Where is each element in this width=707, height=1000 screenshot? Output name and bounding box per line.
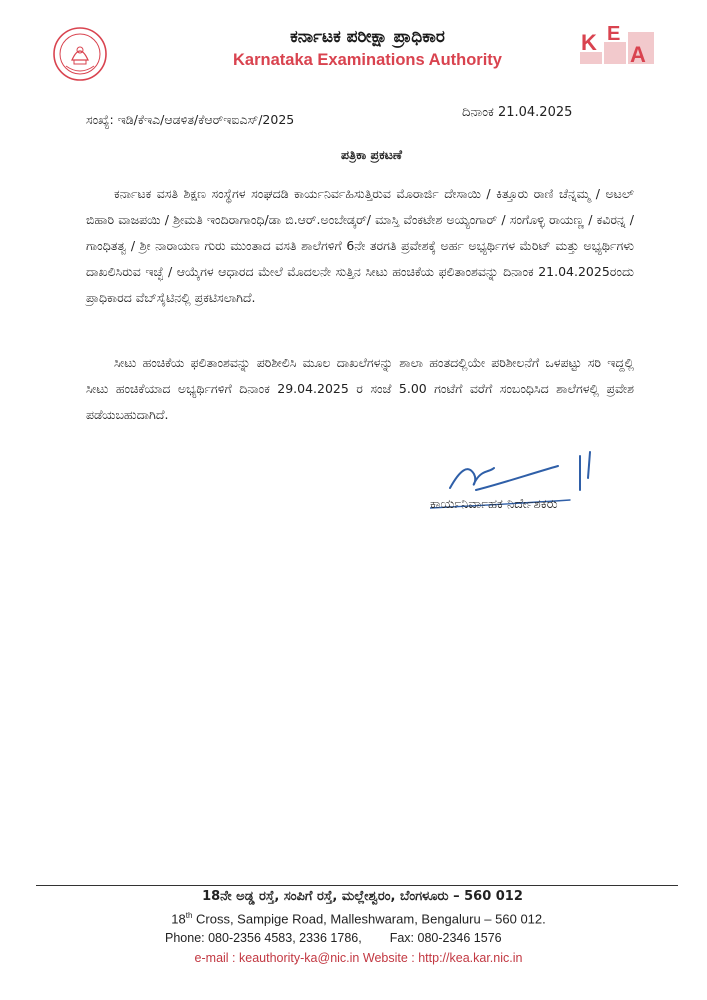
notice-paragraph-1: ಕರ್ನಾಟಕ ವಸತಿ ಶಿಕ್ಷಣ ಸಂಸ್ಥೆಗಳ ಸಂಘದಡಿ ಕಾರ್ಯನಿರ್ವಹಿಸುತ್ತಿರುವ ಮೊರಾರ್ಜಿ ದೇಸಾಯಿ / ಕಿತ್ತೂರು ರಾಣಿ ಚೆನ್ನಮ್ಮ / ಅಟಲ್ ಬಿಹಾರಿ ವಾಜಪಯಿ / ಶ್ರೀಮತಿ ಇಂದಿರಾಗಾಂಧಿ/ಡಾ ಬಿ.ಆರ್.ಅಂಬೇಡ್ಕರ್/ ಮಾಸ್ತಿ ವೆಂಕಟೇಶ ಅಯ್ಯಂಗಾರ್ / ಸಂಗೊಳ್ಳಿ ರಾಯಣ್ಣ / ಕವಿರನ್ನ / ಗಾಂಧಿತತ್ವ / ಶ್ರೀ ನಾರಾಯಣ ಗುರು ಮುಂತಾದ ವಸತಿ ಶಾಲೆಗಳಿಗೆ 6ನೇ ತರಗತಿ ಪ್ರವೇಶಕ್ಕೆ ಅರ್ಹ ಅಭ್ಯರ್ಥಿಗಳ ಮೆರಿಟ್ ಮತ್ತು ಅಭ್ಯರ್ಥಿಗಳು ದಾಖಲಿಸಿರುವ ಇಚ್ಛೆ / ಆಯ್ಕೆಗಳ ಆಧಾರದ ಮೇಲೆ ಮೊದಲನೇ ಸುತ್ತಿನ ಸೀಟು ಹಂಚಿಕೆಯ ಫಲಿತಾಂಶವನ್ನು ದಿನಾಂಕ 21.04.2025ರಂದು ಪ್ರಾಧಿಕಾರದ ವೆಬ್‌ಸೈಟಿನಲ್ಲಿ ಪ್ರಕಟಿಸಲಾಗಿದೆ. (86, 186, 634, 305)
footer-phone: Phone: 080-2356 4583, 2336 1786, (165, 931, 362, 945)
footer-address-kannada: 18ನೇ ಅಡ್ಡ ರಸ್ತೆ, ಸಂಪಿಗೆ ರಸ್ತೆ, ಮಲ್ಲೇಶ್ವರಂ, ಬೆಂಗಳೂರು – 560 012 (202, 889, 523, 904)
kea-logo-letter-a: A (630, 42, 646, 66)
kea-logo-letter-k: K (581, 30, 597, 55)
notice-paragraph-2: ಸೀಟು ಹಂಚಿಕೆಯ ಫಲಿತಾಂಶವನ್ನು ಪರಿಶೀಲಿಸಿ ಮೂಲ ದಾಖಲೆಗಳನ್ನು ಶಾಲಾ ಹಂತದಲ್ಲಿಯೇ ಪರಿಶೀಲನೆಗೆ ಒಳಪಟ್ಟು ಸರಿ ಇದ್ದಲ್ಲಿ ಸೀಟು ಹಂಚಿಕೆಯಾದ ಅಭ್ಯರ್ಥಿಗಳಿಗೆ ದಿನಾಂಕ 29.04.2025 ರ ಸಂಜೆ 5.00 ಗಂಟೆಗೆ ವರೆಗೆ ಸಂಬಂಧಿಸಿದ ಶಾಲೆಗಳಲ್ಲಿ ಪ್ರವೇಶ ಪಡೆಯಬಹುದಾಗಿದೆ. (86, 355, 634, 422)
reference-date: ದಿನಾಂಕ 21.04.2025 (462, 105, 573, 120)
footer-phone-fax (165, 931, 502, 945)
kea-logo (578, 22, 656, 66)
press-note-heading: ಪತ್ರಿಕಾ ಪ್ರಕಟಣೆ (340, 147, 402, 162)
footer-address-english (0, 911, 707, 926)
footer-divider (36, 885, 678, 886)
footer-website-link[interactable]: Website : http://kea.kar.nic.in (362, 951, 523, 965)
footer-email-link[interactable]: e-mail : keauthority-ka@nic.in (194, 951, 360, 965)
footer-fax: Fax: 080-2346 1576 (389, 931, 502, 945)
signatory-designation: ಕಾರ್ಯನಿರ್ವಾಹಕ ನಿರ್ದೇಶಕರು (430, 497, 558, 512)
kea-logo-letter-e: E (607, 23, 621, 45)
footer-street-suffix: th (185, 911, 193, 920)
footer-contact (0, 951, 707, 965)
authority-title-english: Karnataka Examinations Authority (233, 51, 502, 69)
footer-street-number: 18 (171, 911, 186, 927)
footer-address-rest: Cross, Sampige Road, Malleshwaram, Bengaluru – 560 012. (192, 911, 546, 927)
reference-number: ಸಂಖ್ಯೆ: ಇಡಿ/ಕೆಇಎ/ಆಡಳಿತ/ಕೆಆರ್‌ಇಐಎಸ್/2025 (86, 112, 295, 127)
authority-title-kannada: ಕರ್ನಾಟಕ ಪರೀಕ್ಷಾ ಪ್ರಾಧಿಕಾರ (290, 27, 445, 47)
